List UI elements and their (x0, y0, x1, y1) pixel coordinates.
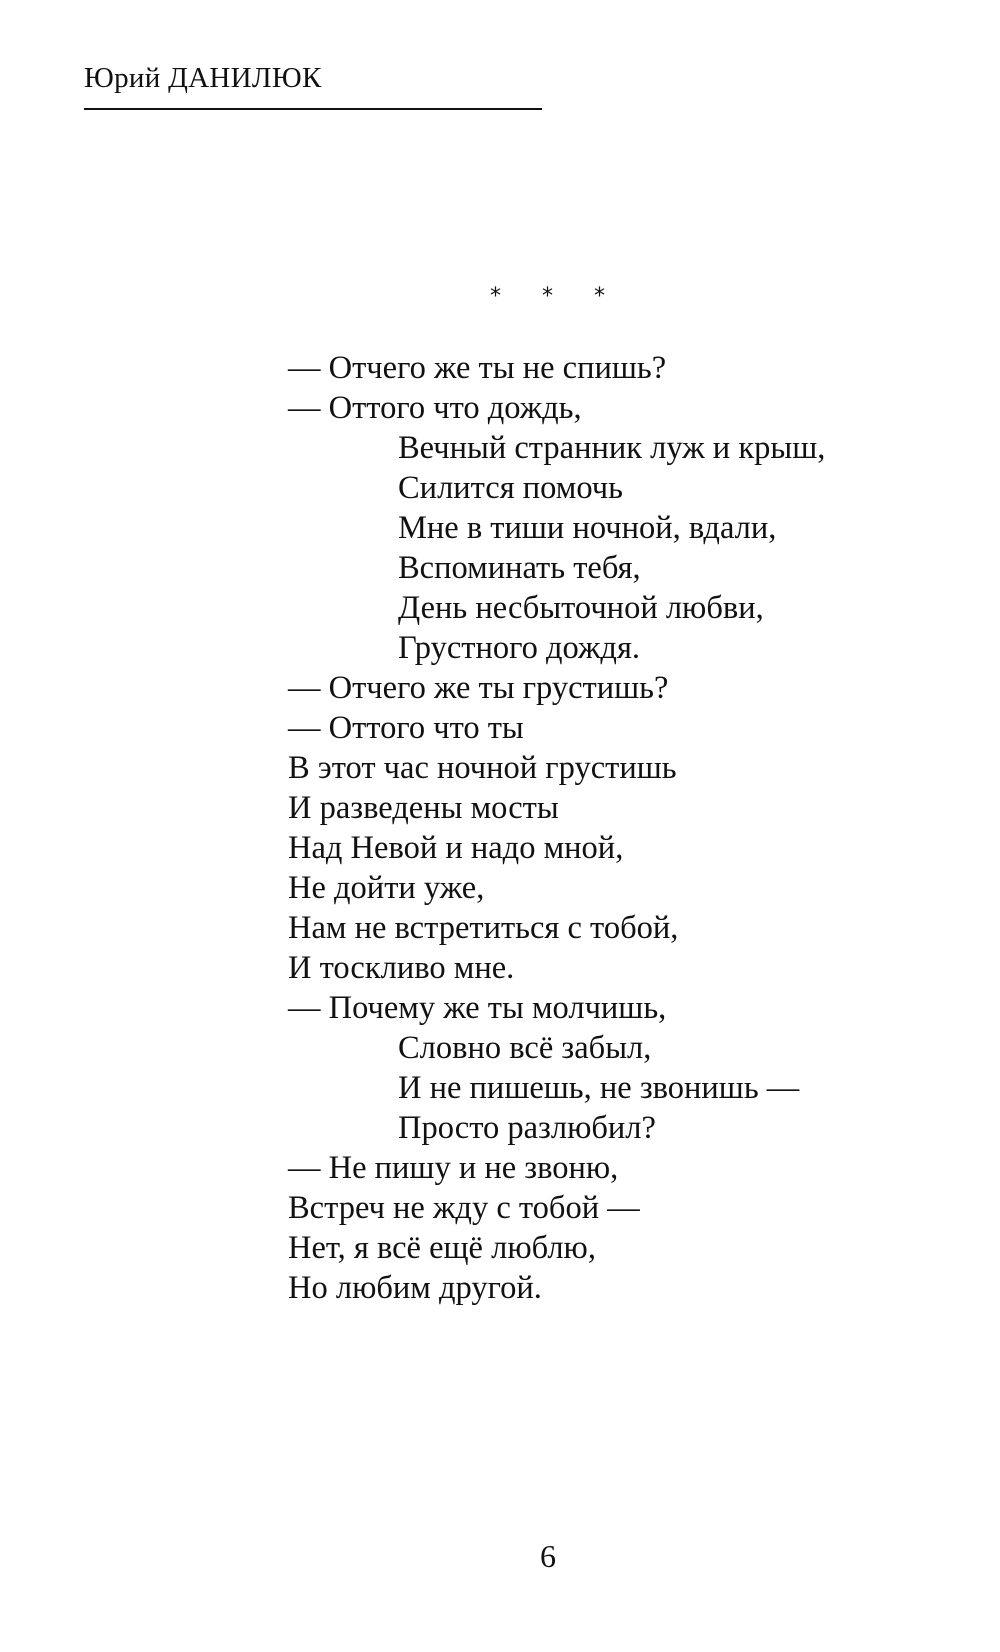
separator-star: * (490, 284, 501, 309)
poem-line: Просто разлюбил? (398, 1110, 656, 1146)
poem-line: — Оттого что ты (288, 710, 524, 746)
poem-line: Грустного дождя. (398, 630, 641, 666)
header-rule (84, 108, 542, 110)
poem-line: — Почему же ты молчишь, (288, 990, 667, 1026)
poem-line: — Отчего же ты не спишь? (288, 350, 667, 386)
poem-body (288, 348, 825, 1308)
poem-line: Не дойти уже, (288, 870, 485, 906)
separator-star: * (594, 284, 605, 309)
poem-line: — Не пишу и не звоню, (288, 1150, 619, 1186)
separator-star: * (542, 284, 553, 309)
poem-line: Но любим другой. (288, 1270, 542, 1306)
poem-line: Мне в тиши ночной, вдали, (398, 510, 777, 546)
poem-line: Вспоминать тебя, (398, 550, 641, 586)
poem-line: Вечный странник луж и крыш, (398, 430, 826, 466)
poem-line: — Оттого что дождь, (288, 390, 582, 426)
poem-line: — Отчего же ты грустишь? (288, 670, 669, 706)
poem-line: И тоскливо мне. (288, 950, 515, 986)
section-separator (490, 286, 646, 308)
page-number: 6 (540, 1538, 556, 1574)
poem-line: Над Невой и надо мной, (288, 830, 624, 866)
poem-line: Встреч не жду с тобой — (288, 1190, 640, 1226)
running-head-author: Юрий ДАНИЛЮК (84, 62, 322, 94)
poem-line: День несбыточной любви, (398, 590, 764, 626)
poem-line: И разведены мосты (288, 790, 559, 826)
poem-line: И не пишешь, не звонишь — (398, 1070, 800, 1106)
poem-line: Словно всё забыл, (398, 1030, 652, 1066)
poem-line: Силится помочь (398, 470, 623, 506)
poem-line: Нам не встретиться с тобой, (288, 910, 679, 946)
poem-line: В этот час ночной грустишь (288, 750, 677, 786)
poem-line: Нет, я всё ещё люблю, (288, 1230, 596, 1266)
